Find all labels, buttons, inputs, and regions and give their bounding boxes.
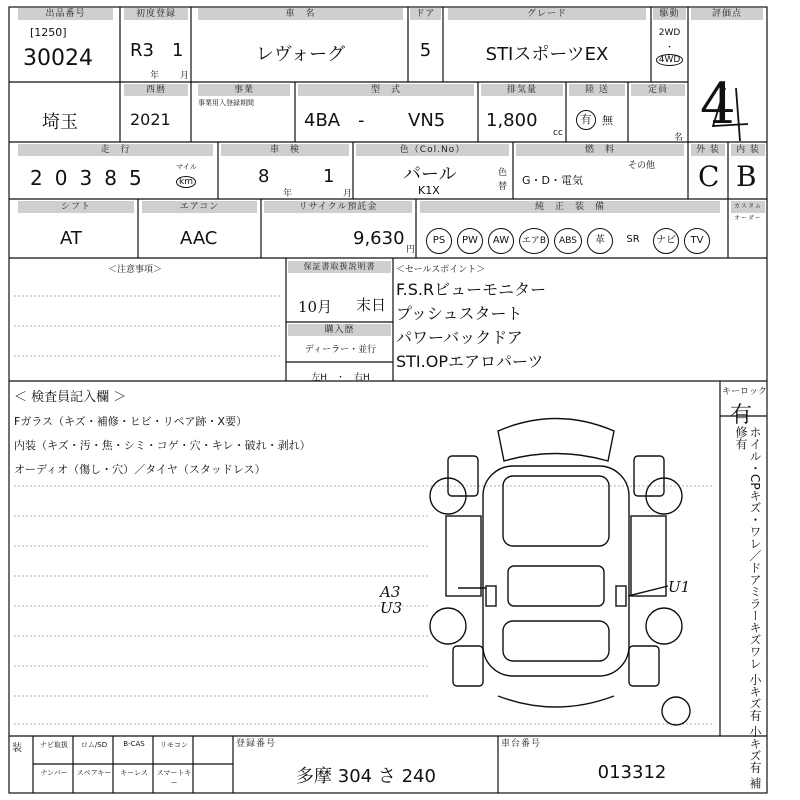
equip-leather: 革 xyxy=(587,228,613,254)
warranty-month: 10月 xyxy=(298,298,333,316)
loc-label: 陸 送 xyxy=(569,84,625,96)
equip-aw: AW xyxy=(488,228,514,254)
displacement-label: 排気量 xyxy=(481,84,563,96)
shift: AT xyxy=(60,228,82,249)
bottom-row-top xyxy=(34,740,234,750)
year-ad: 2021 xyxy=(130,110,171,129)
equip-sr: SR xyxy=(626,234,640,245)
recycle-label: リサイクル預託金 xyxy=(264,201,412,213)
name-label: 車 名 xyxy=(198,8,403,20)
drive-2wd: 2WD xyxy=(658,28,681,38)
keyless-label: キーレス xyxy=(120,769,148,777)
month-unit: 月 xyxy=(180,71,190,81)
fuel: G・D・電気 xyxy=(522,174,583,187)
mileage-km: km xyxy=(176,176,196,188)
region-label: 西暦 xyxy=(124,84,188,96)
sales-point-2: プッシュスタート xyxy=(396,304,523,323)
color-name: パール xyxy=(403,164,457,185)
fuel-label: 燃 料 xyxy=(516,144,684,156)
rom-label: ロム/SD xyxy=(80,741,108,749)
damage-left: A3 U3 xyxy=(380,583,403,617)
usage-label: 事業 xyxy=(198,84,290,96)
inspector-line-audio: オーディオ（傷し・穴）／タイヤ（スタッドレス） xyxy=(14,463,266,476)
fuel-other: その他 xyxy=(628,161,656,171)
warranty-end: 末日 xyxy=(356,296,387,314)
bcas-label: B-CAS xyxy=(123,740,145,748)
exterior-grade: C xyxy=(698,160,720,193)
grade: STIスポーツEX xyxy=(485,44,609,65)
cc-unit: cc xyxy=(553,128,563,138)
inspection-year: 8 xyxy=(258,166,270,187)
aircon: AAC xyxy=(180,228,218,249)
usage-sub-label: 事業用入登録期間 xyxy=(198,99,254,107)
recycle-unit: 円 xyxy=(406,245,416,255)
model-prefix: 4BA xyxy=(304,110,341,131)
steering: 左H ・ 右H xyxy=(311,373,370,383)
smart-key-label: スマートキー xyxy=(156,769,192,787)
region: 埼玉 xyxy=(42,112,78,133)
mileage-mile: マイル xyxy=(176,163,197,171)
lot-label: 出品番号 xyxy=(18,8,113,20)
fixed-label: 定員 xyxy=(631,84,685,96)
bottom-side-label: 装 xyxy=(12,743,22,754)
navi-label: ナビ取扱 xyxy=(40,741,68,749)
model-label: 型 式 xyxy=(298,84,474,96)
exterior-label: 外 装 xyxy=(691,144,725,156)
sales-point-label: ＜セールスポイント＞ xyxy=(396,265,486,275)
bottom-row-bottom xyxy=(34,768,234,788)
sales-point-4: STI.OPエアロパーツ xyxy=(396,352,544,371)
model-code: VN5 xyxy=(408,110,446,131)
color-code: K1X xyxy=(418,184,440,197)
equip-ps: PS xyxy=(426,228,452,254)
interior-grade: B xyxy=(736,160,757,193)
lot-prefix: [1250] xyxy=(30,26,67,39)
aircon-label: エアコン xyxy=(142,201,257,213)
equip-abs: ABS xyxy=(554,228,582,254)
sales-points xyxy=(396,278,546,374)
inspection-month: 1 xyxy=(323,166,335,187)
loc-no: 無 xyxy=(602,114,613,127)
number-label: ナンバー xyxy=(40,769,68,777)
equip-airbag: エアB xyxy=(519,228,549,254)
year-unit: 年 xyxy=(150,71,160,81)
shift-label: シフト xyxy=(18,201,134,213)
purchase-value: ディーラー・並行 xyxy=(304,345,377,355)
interior-label: 内 装 xyxy=(731,144,765,156)
model-dash: - xyxy=(358,110,365,131)
equipment-list xyxy=(426,228,710,254)
inspector-line-glass: Fガラス（キズ・補修・ヒビ・リペア跡・X要） xyxy=(14,415,248,428)
auction-sheet xyxy=(8,6,768,794)
chassis-number: 013312 xyxy=(597,762,667,783)
color-change: 色替 xyxy=(498,168,508,192)
drive-label: 駆動 xyxy=(653,8,686,20)
color-label: 色（Col.No） xyxy=(356,144,509,156)
lot-number: 30024 xyxy=(23,46,93,71)
equip-pw: PW xyxy=(457,228,483,254)
sales-point-3: パワーバックドア xyxy=(396,328,523,347)
notes-label: ＜注意事項＞ xyxy=(108,265,163,275)
keylock-mark: 有 xyxy=(730,403,753,428)
equip-navi: ナビ xyxy=(653,228,679,254)
inspector-label: ＜ 検査員記入欄 ＞ xyxy=(14,390,127,405)
purchase-label: 購入歴 xyxy=(288,324,391,336)
era: R3 xyxy=(130,40,154,61)
score-handwritten: 4 xyxy=(700,72,736,137)
reg-year: 1 xyxy=(172,40,184,61)
door-label: ドア xyxy=(410,8,441,20)
mileage-digits: 20385 xyxy=(30,166,154,190)
sales-point-1: F.S.Rビューモニター xyxy=(396,280,547,299)
warranty-label: 保証書取扱説明書 xyxy=(288,261,391,273)
inspection-month-unit: 月 xyxy=(343,189,353,199)
damage-right: U1 xyxy=(668,578,691,596)
score-label: 評価点 xyxy=(691,8,763,20)
keylock-label: キーロック xyxy=(722,387,767,397)
car-name: レヴォーグ xyxy=(255,44,346,65)
remote-label: リモコン xyxy=(160,741,188,749)
year-label: 初度登録 xyxy=(124,8,188,20)
doors: 5 xyxy=(419,40,432,61)
loc-yes: 有 xyxy=(576,110,596,130)
inspector-line-interior: 内装（キズ・汚・焦・シミ・コゲ・穴・キレ・破れ・剥れ） xyxy=(14,439,311,452)
grade-label: グレード xyxy=(448,8,646,20)
mileage-label: 走 行 xyxy=(18,144,213,156)
inspection-label: 車 検 xyxy=(221,144,349,156)
seat-unit: 名 xyxy=(674,133,684,143)
inspection-year-unit: 年 xyxy=(283,189,293,199)
chassis-label: 車台番号 xyxy=(501,739,542,749)
drive-dot: ・ xyxy=(664,43,674,53)
equipment-label: 純 正 装 備 xyxy=(420,201,720,213)
inspector-lines xyxy=(14,410,311,482)
plate-number: 多摩 304 さ 240 xyxy=(296,766,436,787)
drive-4wd: 4WD xyxy=(653,54,686,66)
plate-label: 登録番号 xyxy=(236,739,277,749)
side-notes: ホイル・CPキズ・ワレ／ドアミラーキズワレ 小キズ有 小キズ有 補修有 xyxy=(734,426,762,790)
recycle: 9,630 xyxy=(353,228,405,249)
extra-label: カスタムオーダー xyxy=(731,201,765,213)
car-diagram xyxy=(430,419,690,726)
spare-key-label: スペアキー xyxy=(76,769,112,777)
equip-tv: TV xyxy=(684,228,710,254)
displacement: 1,800 xyxy=(486,110,538,131)
